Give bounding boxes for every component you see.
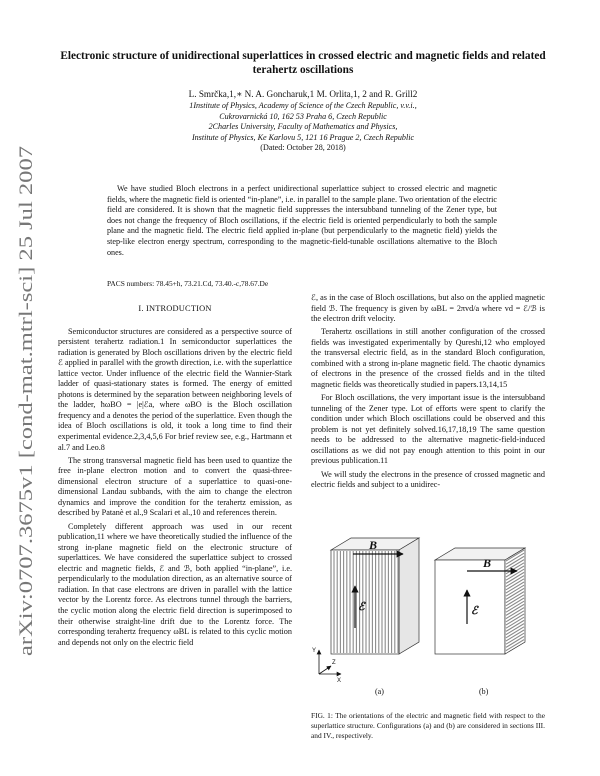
abstract: We have studied Bloch electrons in a perfect unidirectional superlattice subject to crossed electric and magnetic fields, where the magnetic field is oriented “in-plane”, i.e. in parallel to the sample plane. Two orientation of the electric field are considered. It is shown that the magnetic field suppresses the intersubband tunneling of the Zener type, but does not change the frequency of Bloch oscillations, if the electric field is oriented perpendicularly to both the sample plane and the magnetic field. The electric field applied in-plane (but perpendicularly to the magnetic field) yields the step-like electron energy spectrum, corresponding to the magnetic-field-tunable oscillations alternative to the Bloch ones. (107, 184, 497, 257)
right-paragraph-3: For Bloch oscillations, the very important issue is the intersubband tunneling of the Zener type. Lot of efforts were spent to clarify the condition under which Bloch oscillations could be observed and this problem is not yet definitely solved.16,17,18,19 The same question needs to be addressed to the alternative magnetic-field-induced oscillations as we did not pay enough attention to this point in our previous publication.11 (311, 393, 545, 466)
figure-label-a: (a) (375, 687, 384, 696)
arxiv-identifier (4, 120, 44, 660)
pacs-numbers: PACS numbers: 78.45+h, 73.21.Cd, 73.40.-c,78.67.De (107, 279, 269, 288)
affiliation-line-2: Cukrovarnická 10, 162 53 Praha 6, Czech Republic (219, 111, 387, 121)
right-column (311, 293, 545, 491)
figure-1-caption: FIG. 1: The orientations of the electric and magnetic field with respect to the superlattice structure. Configurations (a) and (b) are considered in sections III. and IV., respectively. (311, 711, 545, 740)
affiliation-line-3: 2Charles University, Faculty of Mathematics and Physics, (208, 122, 398, 132)
superlattice-block-a (331, 538, 419, 654)
affiliation-line-4: Institute of Physics, Ke Karlovu 5, 121 16 Prague 2, Czech Republic (191, 132, 415, 142)
axis-label-z: Z (332, 660, 336, 666)
section-heading-introduction: I. INTRODUCTION (138, 304, 212, 313)
e-field-label-b: ℰ (471, 605, 478, 617)
figure-1 (311, 524, 545, 702)
author-list: L. Smrčka,1,∗ N. A. Goncharuk,1 M. Orlita,1, 2 and R. Grill2 (188, 89, 418, 99)
dated-line: (Dated: October 28, 2018) (260, 143, 346, 153)
figure-label-b: (b) (479, 687, 489, 696)
axis-label-y: Y (312, 648, 317, 654)
right-paragraph-2: Terahertz oscillations in still another configuration of the crossed fields was investigated experimentally by Qureshi,12 who employed the transversal electric field, as in the standard Bloch configuration, combined with a strong in-plane magnetic field. The chaotic dynamics of electrons in the presence of the crossed fields and in the tilted magnetic fields was theoretically studied in papers.13,14,15 (311, 327, 545, 389)
axis-label-x: X (337, 678, 342, 684)
arxiv-id-text: arXiv:0707.3675v1 [cond-mat.mtrl-sci] 25 Jul 2007 (16, 261, 37, 656)
left-column (58, 304, 292, 648)
left-paragraph-2: The strong transversal magnetic field has been used to quantize the free in-plane electron motion and to convert the quasi-three-dimensional electron structure of a superlattice to quasi-one-dimensional Landau subbands, with the aim to change the electron dynamics and improve the condition for the terahertz emission, as described by Patanè et al.,9 Scalari et al.,10 and references therein. (58, 455, 292, 518)
affiliations (60, 101, 546, 154)
affiliation-line-1: 1Institute of Physics, Academy of Science of the Czech Republic, v.v.i., (189, 101, 417, 110)
e-field-label-a: ℰ (358, 601, 365, 613)
left-paragraph-3: Completely different approach was used in our recent publication,11 where we have theoretically studied the influence of the strong in-plane magnetic field on the electronic structure of superlattices. We have considered the superlattice subject to crossed electric and magnetic fields, ℰ and ℬ, both applied “in-plane”, i.e. perpendicularly to the modulation direction, as an alternative source of radiation. In that case electrons are driven in parallel with the lattice vector by the Lorentz force. As electrons tunnel through the barriers, the cyclic motion along the electric field direction is superimposed to their otherwise straight-line drift due to the Lorentz force. The corresponding terahertz frequency ωBL is related to this cyclic motion and depends not only on the electric field (58, 521, 292, 647)
figure-1-diagram (311, 524, 545, 702)
right-paragraph-4: We will study the electrons in the presence of crossed magnetic and electric fields and subject to a unidirec- (311, 469, 545, 490)
right-paragraph-1: ℰ, as in the case of Bloch oscillations, but also on the applied magnetic field ℬ. The frequency is given by ωBL = 2πvd/a where vd = ℰ/ℬ is the electron drift velocity. (311, 293, 545, 324)
superlattice-block-b (435, 548, 525, 654)
b-field-label-b: B (483, 556, 492, 570)
arxiv-identifier-svg (4, 120, 44, 660)
b-field-label-a: B (369, 538, 378, 552)
left-paragraph-1: Semiconductor structures are considered as a perspective source of persistent terahertz radiation.1 In semiconductor superlattices the radiation is generated by Bloch oscillations driven by the electric field ℰ applied in parallel with the growth direction, i.e. with the superlattice lattice vector. Under influence of the electric field the Wannier-Stark ladder of quasi-stationary states is formed. The energy of emitted photons is determined by the separation between neighboring levels of the ladder, ħωBO = |e|ℰa, where ωBO is the Bloch oscillation frequency and a denotes the period of the superlattice. Even though the idea of Bloch oscillations is old, it took a long time to find their experimental evidence.2,3,4,5,6 For brief review see, e.g., Hartmann et al.7 and Leo.8 (58, 326, 292, 452)
paper-title: Electronic structure of unidirectional superlattices in crossed electric and magnetic fields and related terahertz oscillations (60, 50, 546, 76)
